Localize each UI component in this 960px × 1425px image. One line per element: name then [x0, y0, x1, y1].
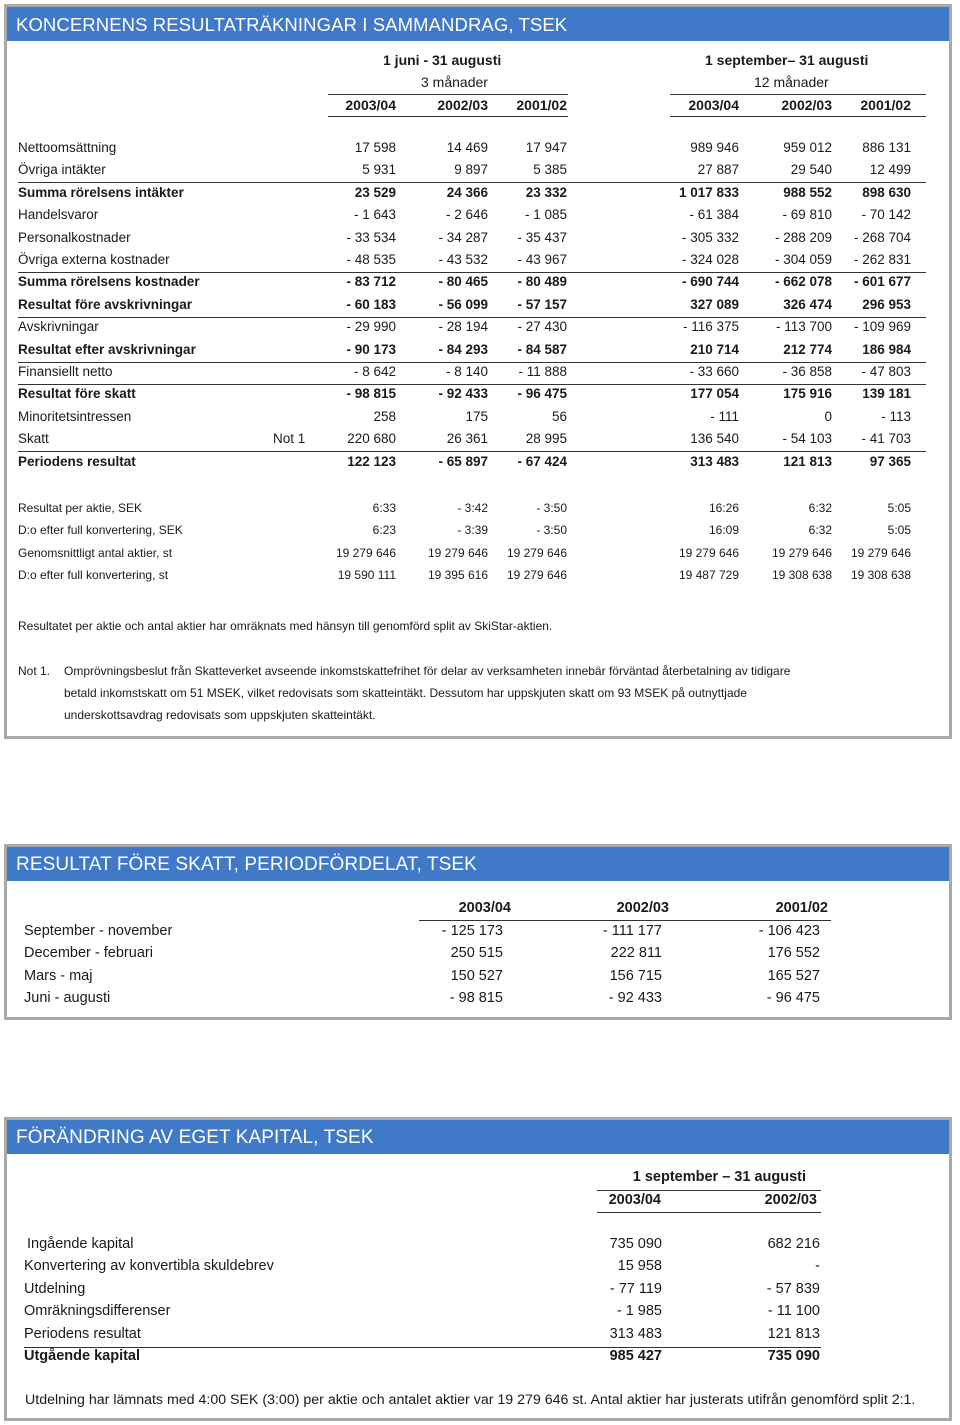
cell-value: 313 483: [609, 1325, 662, 1342]
cell-value: 121 813: [767, 1325, 820, 1342]
cell-value: 735 090: [609, 1236, 662, 1252]
year-header: 2001/02: [516, 97, 567, 113]
year-rule-1: [328, 116, 568, 117]
cell-value: 989 946: [690, 140, 739, 155]
table-row: [18, 319, 938, 341]
cell-value: 258: [373, 408, 396, 424]
cell-value: 326 474: [783, 296, 832, 312]
row-label: Periodens resultat: [18, 453, 136, 469]
row-label: December - februari: [24, 945, 153, 962]
income-statement-title: KONCERNENS RESULTATRÄKNINGAR I SAMMANDRAG, TSEK: [7, 7, 949, 41]
cell-value: 19 279 646: [427, 545, 488, 560]
row-label: Övriga intäkter: [18, 162, 106, 178]
cell-value: 682 216: [767, 1236, 820, 1252]
cell-value: - 125 173: [441, 923, 503, 939]
table-row: [21, 1281, 960, 1303]
cell-value: - 601 677: [853, 274, 911, 290]
cell-value: 121 813: [783, 453, 832, 469]
cell-value: 19 590 111: [337, 568, 396, 583]
cell-value: 139 181: [862, 386, 911, 402]
cell-value: 19 279 646: [678, 545, 739, 560]
cell-value: 19 487 729: [678, 568, 739, 583]
year-header: 2002/03: [781, 97, 832, 113]
row-label: Juni - augusti: [24, 990, 111, 1007]
row-label: Utdelning: [24, 1280, 86, 1297]
cell-value: - 29 990: [346, 319, 396, 335]
cell-value: 6:32: [808, 501, 832, 515]
cell-value: - 84 587: [517, 341, 567, 357]
income-statement-panel: [4, 4, 952, 739]
year-header: 2001/02: [860, 97, 911, 113]
row-label: Mars - maj: [24, 967, 93, 984]
row-label: Resultat per aktie, SEK: [18, 501, 143, 515]
cell-value: - 304 059: [774, 252, 832, 267]
year-header: 2002/03: [764, 1192, 817, 1208]
cell-value: - 324 028: [681, 252, 739, 267]
cell-value: 0: [824, 408, 832, 424]
cell-value: - 43 532: [438, 252, 488, 267]
cell-value: 222 811: [610, 945, 662, 962]
year-rule-2: [670, 116, 926, 117]
row-label: Övriga externa kostnader: [18, 252, 170, 267]
row-label: Nettoomsättning: [18, 140, 117, 155]
periodized-panel: [4, 844, 952, 1020]
cell-value: - 83 712: [346, 274, 396, 290]
year-header: 2003/04: [458, 900, 511, 916]
row-label: Konvertering av konvertibla skuldebrev: [24, 1258, 274, 1275]
cell-value: 23 529: [354, 184, 396, 200]
row-label: Ingående kapital: [27, 1236, 134, 1252]
equity-panel: [4, 1117, 952, 1421]
cell-value: - 27 430: [517, 319, 567, 335]
cell-value: - 8 642: [353, 364, 396, 379]
cell-value: - 28 194: [438, 319, 488, 335]
period1-rule: [328, 94, 568, 95]
row-label: Handelsvaror: [18, 207, 99, 223]
cell-value: 210 714: [690, 341, 739, 357]
row-label: Resultat efter avskrivningar: [18, 341, 196, 357]
cell-value: 985 427: [609, 1348, 662, 1364]
row-label: Periodens resultat: [24, 1325, 141, 1342]
cell-value: - 1 085: [524, 207, 567, 223]
year-header: 2002/03: [616, 900, 669, 916]
cell-value: 327 089: [690, 296, 739, 312]
cell-value: 19 279 646: [506, 568, 567, 583]
cell-value: - 41 703: [861, 431, 911, 447]
cell-value: 19 279 646: [771, 545, 832, 560]
cell-value: - 92 433: [608, 990, 662, 1007]
cell-value: - 47 803: [861, 364, 911, 379]
cell-value: - 56 099: [438, 296, 488, 312]
cell-value: 16:09: [708, 523, 739, 538]
table-row: [21, 968, 960, 990]
row-label: D:o efter full konvertering, SEK: [18, 523, 183, 538]
cell-value: - 33 534: [346, 229, 396, 245]
cell-value: 23 332: [525, 184, 567, 200]
cell-value: - 116 375: [682, 319, 739, 335]
cell-value: 17 598: [354, 140, 396, 155]
row-label: D:o efter full konvertering, st: [18, 568, 169, 583]
per-share-row: [18, 523, 938, 545]
cell-value: - 3:50: [536, 523, 567, 538]
row-rule: [18, 272, 926, 273]
cell-value: - 106 423: [758, 923, 820, 939]
cell-value: 19 308 638: [771, 568, 832, 583]
note1-line: underskottsavdrag redovisats som uppskjuten skatteintäkt.: [64, 708, 376, 722]
cell-value: - 96 475: [517, 386, 567, 402]
cell-value: - 61 384: [689, 207, 739, 223]
cell-value: - 662 078: [774, 274, 832, 290]
cell-value: 6:32: [808, 523, 832, 538]
period2-header: 1 september– 31 augusti: [705, 52, 869, 68]
cell-value: 19 279 646: [506, 545, 567, 560]
cell-value: 186 984: [862, 341, 911, 357]
table-row: [18, 140, 938, 162]
table-row: [21, 990, 960, 1012]
cell-value: 56: [551, 408, 567, 424]
cell-value: 26 361: [446, 431, 488, 447]
cell-value: 220 680: [347, 431, 396, 447]
cell-value: 136 540: [690, 431, 739, 447]
cell-value: - 33 660: [689, 364, 739, 379]
cell-value: - 1 985: [616, 1303, 662, 1320]
per-share-row: [18, 501, 938, 523]
cell-value: 1 017 833: [678, 184, 739, 200]
row-label: Skatt: [18, 431, 49, 447]
row-rule: [18, 317, 926, 318]
row-label: Resultat före avskrivningar: [18, 296, 193, 312]
table-row: [21, 1258, 960, 1280]
cell-value: 156 715: [609, 967, 662, 984]
cell-value: - 67 424: [517, 453, 567, 469]
cell-value: 175: [465, 408, 488, 424]
cell-value: - 60 183: [346, 296, 396, 312]
equity-footer: Utdelning har lämnats med 4:00 SEK (3:00) per aktie och antalet aktier var 19 279 646 st. Antal aktier har justerats utifrån genomförd split 2:1.: [25, 1392, 916, 1408]
cell-value: - 2 646: [445, 207, 488, 223]
cell-value: - 305 332: [681, 229, 739, 245]
cell-value: - 57 157: [517, 296, 567, 312]
table-row: [18, 274, 938, 296]
cell-value: - 92 433: [438, 386, 488, 402]
cell-value: - 3:50: [536, 501, 567, 515]
cell-value: 19 308 638: [850, 568, 911, 583]
cell-value: - 3:42: [457, 501, 488, 515]
cell-value: - 8 140: [445, 364, 488, 379]
equity-period-rule: [597, 1190, 821, 1191]
cell-value: - 36 858: [782, 364, 832, 379]
cell-value: 19 395 616: [427, 568, 488, 583]
cell-value: 5 931: [362, 162, 396, 178]
cell-value: - 11 100: [767, 1303, 820, 1320]
cell-value: 97 365: [869, 453, 911, 469]
cell-value: - 77 119: [609, 1280, 662, 1297]
split-note: Resultatet per aktie och antal aktier har omräknats med hänsyn till genomförd split av SkiStar-aktien.: [18, 619, 553, 633]
cell-value: - 57 839: [766, 1280, 820, 1297]
cell-value: 212 774: [783, 341, 832, 357]
periodized-title: RESULTAT FÖRE SKATT, PERIODFÖRDELAT, TSEK: [7, 847, 949, 881]
table-row: [21, 923, 960, 945]
cell-value: 28 995: [525, 431, 567, 447]
cell-value: 24 366: [446, 184, 488, 200]
row-label: Summa rörelsens kostnader: [18, 274, 200, 290]
equity-period-header: 1 september – 31 augusti: [632, 1169, 806, 1185]
note1-line: Omprövningsbeslut från Skatteverket avseende inkomstskattefrihet för delar av verksamheten innebär förväntad återbetalning av tidigare: [64, 664, 791, 678]
cell-value: - 11 888: [518, 364, 567, 379]
cell-value: 12 499: [869, 162, 911, 178]
cell-value: 735 090: [767, 1348, 820, 1364]
table-row: [18, 342, 938, 364]
table-row: [18, 454, 938, 476]
cell-value: 177 054: [690, 386, 739, 402]
cell-value: - 54 103: [782, 431, 832, 447]
year-header: 2003/04: [345, 97, 396, 113]
cell-value: -: [815, 1258, 820, 1275]
cell-value: 886 131: [862, 140, 911, 155]
period1-header: 1 juni - 31 augusti: [383, 52, 502, 68]
cell-value: - 690 744: [681, 274, 739, 290]
row-rule: [18, 384, 926, 385]
table-row: [18, 297, 938, 319]
cell-value: 296 953: [862, 296, 911, 312]
cell-value: 959 012: [783, 140, 832, 155]
table-row: [18, 431, 938, 453]
cell-value: 313 483: [690, 453, 739, 469]
equity-year-rule: [597, 1212, 821, 1213]
table-row: [18, 230, 938, 252]
cell-value: - 70 142: [861, 207, 911, 223]
row-label: Personalkostnader: [18, 229, 131, 245]
cell-value: - 96 475: [766, 990, 820, 1007]
cell-value: - 34 287: [438, 229, 488, 245]
table-row: [18, 386, 938, 408]
cell-value: 16:26: [708, 501, 739, 515]
cell-value: - 48 535: [346, 252, 396, 267]
cell-value: - 98 815: [346, 386, 396, 402]
row-rule: [18, 451, 926, 452]
cell-value: 176 552: [767, 945, 820, 962]
table-row: [18, 364, 938, 386]
note-ref: Not 1: [273, 431, 306, 447]
cell-value: 29 540: [790, 162, 832, 178]
cell-value: - 90 173: [346, 341, 396, 357]
period2-length: 12 månader: [754, 74, 829, 90]
row-label: Summa rörelsens intäkter: [18, 184, 184, 200]
cell-value: 6:23: [372, 523, 396, 538]
table-row: [21, 1326, 960, 1348]
period2-rule: [670, 94, 926, 95]
cell-value: 6:33: [372, 501, 396, 515]
table-row: [21, 1348, 960, 1370]
per-share-row: [18, 546, 938, 568]
cell-value: - 80 465: [438, 274, 488, 290]
note1-label: Not 1.: [18, 664, 51, 678]
cell-value: - 111: [710, 408, 739, 424]
row-rule: [18, 182, 926, 183]
cell-value: 15 958: [617, 1258, 662, 1275]
row-label: Genomsnittligt antal aktier, st: [18, 545, 173, 560]
cell-value: 988 552: [783, 184, 832, 200]
cell-value: - 65 897: [438, 453, 488, 469]
cell-value: 14 469: [446, 140, 488, 155]
cell-value: - 113 700: [775, 319, 832, 335]
cell-value: - 288 209: [774, 229, 832, 245]
cell-value: - 1 643: [353, 207, 396, 223]
cell-value: 165 527: [767, 967, 820, 984]
table-row: [21, 945, 960, 967]
table-row: [18, 252, 938, 274]
row-label: Utgående kapital: [24, 1348, 141, 1364]
table-row: [18, 185, 938, 207]
row-label: Avskrivningar: [18, 319, 99, 335]
cell-value: - 262 831: [853, 252, 911, 267]
year-header: 2002/03: [437, 97, 488, 113]
row-label: September - november: [24, 923, 173, 939]
cell-value: 19 279 646: [335, 545, 396, 560]
cell-value: 17 947: [525, 140, 567, 155]
table-row: [18, 162, 938, 184]
per-share-row: [18, 568, 938, 590]
cell-value: - 84 293: [438, 341, 488, 357]
cell-value: 9 897: [454, 162, 488, 178]
cell-value: - 43 967: [517, 252, 567, 267]
cell-value: - 69 810: [782, 207, 832, 223]
cell-value: - 268 704: [853, 229, 911, 245]
row-label: Resultat före skatt: [18, 386, 136, 402]
periodized-header-rule: [419, 920, 831, 921]
row-label: Omräkningsdifferenser: [24, 1303, 171, 1320]
year-header: 2003/04: [608, 1192, 661, 1208]
cell-value: 5 385: [533, 162, 567, 178]
cell-value: - 98 815: [449, 990, 503, 1007]
cell-value: 150 527: [450, 967, 503, 984]
table-row: [18, 207, 938, 229]
cell-value: 5:05: [887, 523, 911, 538]
cell-value: - 35 437: [517, 229, 567, 245]
row-label: Minoritetsintressen: [18, 408, 132, 424]
equity-title: FÖRÄNDRING AV EGET KAPITAL, TSEK: [7, 1120, 949, 1154]
period1-length: 3 månader: [421, 74, 488, 90]
year-header: 2003/04: [688, 97, 739, 113]
table-row: [18, 409, 938, 431]
cell-value: 5:05: [887, 501, 911, 515]
cell-value: 175 916: [783, 386, 832, 402]
row-rule: [18, 362, 926, 363]
cell-value: - 109 969: [853, 319, 911, 335]
row-label: Finansiellt netto: [18, 364, 113, 379]
cell-value: - 111 177: [602, 923, 662, 939]
cell-value: 250 515: [450, 945, 503, 962]
cell-value: 27 887: [697, 162, 739, 178]
table-row: [21, 1236, 960, 1258]
cell-value: - 3:39: [457, 523, 488, 538]
year-header: 2001/02: [775, 900, 828, 916]
cell-value: 898 630: [862, 184, 911, 200]
note1-line: betald inkomstskatt om 51 MSEK, vilket redovisats som skatteintäkt. Dessutom har uppskjuten skatt om 93 MSEK på outnyttjade: [64, 686, 747, 700]
table-row: [21, 1303, 960, 1325]
cell-value: 19 279 646: [850, 545, 911, 560]
cell-value: - 80 489: [517, 274, 567, 290]
cell-value: - 113: [881, 408, 911, 424]
cell-value: 122 123: [347, 453, 396, 469]
